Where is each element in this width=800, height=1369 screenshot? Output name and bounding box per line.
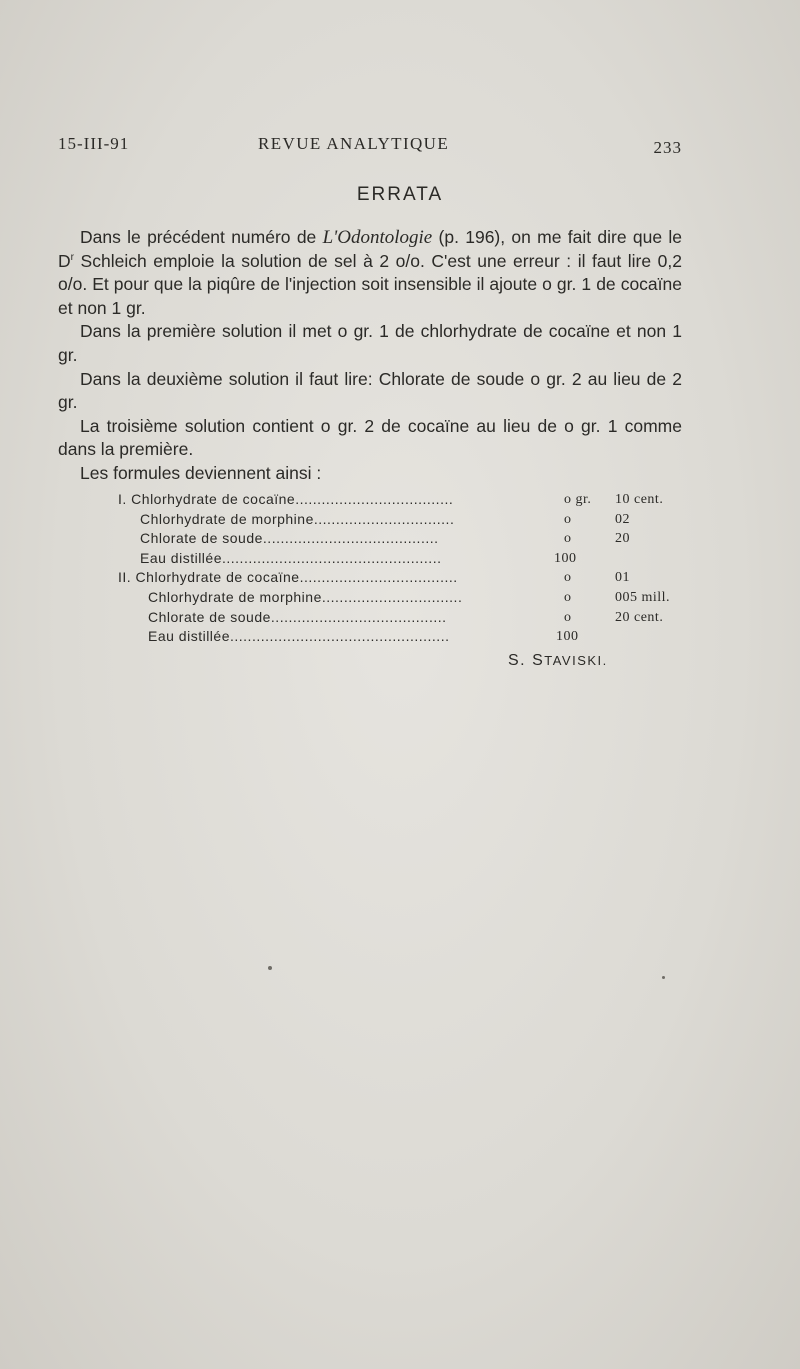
paragraph-5: Les formules deviennent ainsi :: [80, 462, 322, 483]
formula-list: [118, 490, 688, 647]
formula-quantity: 100: [554, 550, 577, 566]
formula-row: [118, 568, 688, 588]
header-date: 15-III-91: [58, 134, 130, 153]
formula-quantity: o: [564, 511, 572, 527]
signature-initial: S. S: [508, 652, 545, 669]
paragraph-1: [58, 226, 682, 320]
formula-ingredient: Eau distillée..................................................: [148, 628, 450, 645]
paragraph-2: Dans la première solution il met o gr. 1 de chlorhydrate de cocaïne et non 1 gr.: [58, 321, 682, 365]
paragraph-4: La troisième solution contient o gr. 2 de cocaïne au lieu de o gr. 1 comme dans la première.: [58, 415, 682, 460]
formula-quantity: o: [564, 609, 572, 625]
article-body: [58, 226, 682, 486]
formula-ingredient: Chlorate de soude........................................: [140, 530, 439, 547]
author-signature: [508, 652, 608, 670]
paragraph-1-text-c: Schleich emploie la solution de sel à 2 o/o. C'est une erreur : il faut lire 0,2 o/o. Et pour que la piqûre de l'injection soit insensible il ajoute o gr. 1 de cocaïne et non 1 gr.: [58, 250, 682, 318]
formula-unit: 20: [615, 531, 630, 547]
formula-ingredient: Chlorate de soude........................................: [148, 608, 447, 625]
formula-quantity: o: [564, 589, 572, 605]
formula-row: [118, 529, 688, 549]
journal-reference: L'Odontologie: [322, 227, 433, 248]
formula-row: [118, 627, 688, 647]
section-title: ERRATA: [356, 184, 444, 205]
formula-unit: 20 cent.: [615, 609, 664, 625]
formula-ingredient: Eau distillée..................................................: [140, 549, 442, 566]
formula-unit: 005 mill.: [615, 589, 671, 605]
formula-row: [118, 490, 688, 510]
formula-ingredient: Chlorhydrate de morphine................................: [148, 588, 463, 605]
formula-unit: 10 cent.: [615, 492, 664, 507]
formula-row: [118, 608, 688, 628]
paragraph-1-text-a: Dans le précédent numéro de: [80, 227, 323, 247]
formula-quantity: o: [564, 570, 572, 586]
running-header: [58, 134, 682, 158]
superscript: r: [70, 251, 74, 263]
paper-fleck: [662, 976, 665, 979]
bleed-through-text: [160, 112, 680, 132]
signature-rest: TAVISKI.: [544, 653, 608, 668]
header-journal-title: REVUE ANALYTIQUE: [258, 134, 450, 153]
formula-ingredient: I. Chlorhydrate de cocaïne....................................: [118, 491, 454, 507]
paragraph-1-text-b: (p. 196), on me fait dire que le D: [58, 227, 683, 271]
formula-ingredient: II. Chlorhydrate de cocaïne....................................: [118, 569, 458, 586]
paper-fleck: [268, 966, 272, 970]
formula-ingredient: Chlorhydrate de morphine................................: [140, 510, 455, 527]
formula-quantity: o: [564, 531, 572, 547]
page-number: 233: [653, 138, 682, 157]
formula-unit: 02: [615, 511, 630, 527]
formula-quantity: 100: [556, 629, 579, 645]
formula-row: [118, 549, 688, 569]
formula-quantity: o gr.: [564, 492, 592, 507]
formula-row: [118, 510, 688, 530]
formula-unit: 01: [615, 570, 630, 586]
formula-row: [118, 588, 688, 608]
paragraph-3: Dans la deuxième solution il faut lire: Chlorate de soude o gr. 2 au lieu de 2 gr.: [58, 368, 682, 413]
